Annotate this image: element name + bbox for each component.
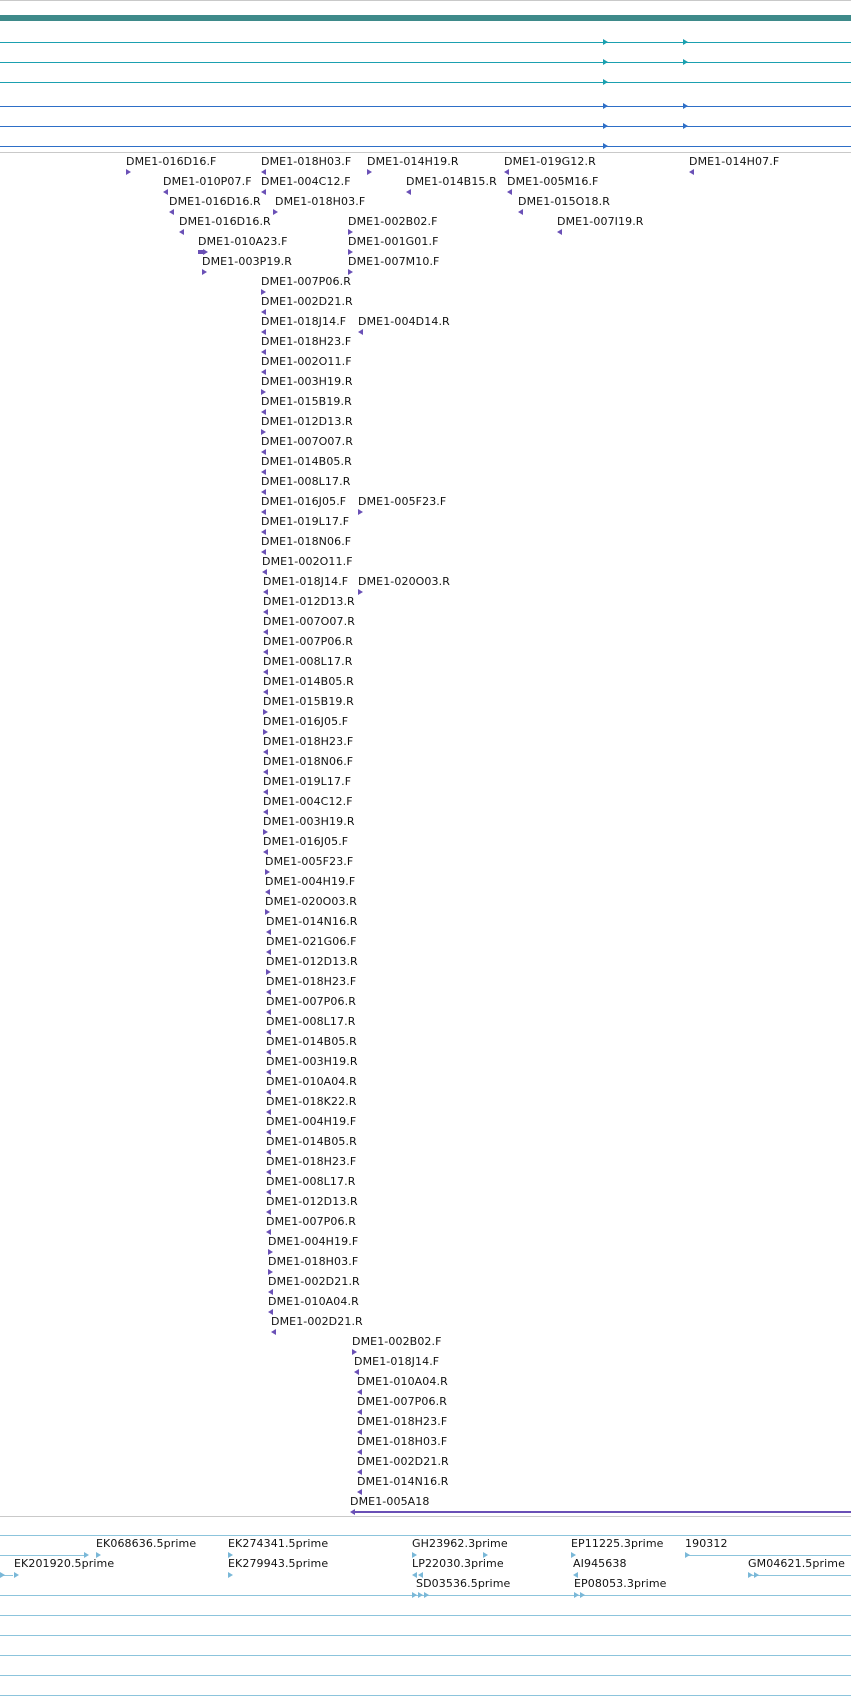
est-arrow-icon — [574, 1592, 579, 1598]
bac-end-label[interactable]: DME1-008L17.R — [261, 475, 351, 488]
bac-end-label[interactable]: DME1-002D21.R — [268, 1275, 360, 1288]
bac-end-label[interactable]: DME1-007P06.R — [263, 635, 353, 648]
bac-end-arrow-icon — [261, 189, 266, 195]
bac-end-label[interactable]: DME1-015B19.R — [261, 395, 352, 408]
bac-end-label[interactable]: DME1-002D21.R — [271, 1315, 363, 1328]
est-label[interactable]: EK201920.5prime — [14, 1557, 115, 1570]
est-label[interactable]: GH23962.3prime — [412, 1537, 508, 1550]
est-label[interactable]: EP11225.3prime — [571, 1537, 664, 1550]
bac-end-label[interactable]: DME1-014B15.R — [406, 175, 497, 188]
bac-end-label[interactable]: DME1-018H03.F — [261, 155, 352, 168]
bac-end-label[interactable]: DME1-003H19.R — [266, 1055, 358, 1068]
bac-end-arrow-icon — [689, 169, 694, 175]
bac-end-label[interactable]: DME1-016J05.F — [261, 495, 347, 508]
bac-end-label[interactable]: DME1-019G12.R — [504, 155, 596, 168]
est-arrow-icon — [228, 1572, 233, 1578]
strand-arrow-icon — [683, 123, 688, 129]
strand-arrow-icon — [603, 79, 608, 85]
bac-end-arrow-icon — [169, 209, 174, 215]
strand-arrow-icon — [603, 143, 608, 149]
bac-end-span-line[interactable] — [355, 1511, 851, 1513]
bac-end-label[interactable]: DME1-010A04.R — [268, 1295, 359, 1308]
bac-end-arrow-icon — [557, 229, 562, 235]
bac-end-label[interactable]: DME1-014N16.R — [357, 1475, 449, 1488]
bac-end-label[interactable]: DME1-007O07.R — [261, 435, 353, 448]
bac-end-label[interactable]: DME1-004H19.F — [265, 875, 356, 888]
bac-end-label[interactable]: DME1-018H23.F — [266, 1155, 357, 1168]
bac-end-label[interactable]: DME1-015B19.R — [263, 695, 354, 708]
bac-end-label[interactable]: DME1-014B05.R — [266, 1135, 357, 1148]
bac-end-label[interactable]: DME1-020O03.R — [265, 895, 357, 908]
bac-end-label[interactable]: DME1-007O07.R — [263, 615, 355, 628]
bac-end-arrow-icon — [163, 189, 168, 195]
bac-end-label[interactable]: DME1-016J05.F — [263, 835, 349, 848]
bac-end-label[interactable]: DME1-004C12.F — [261, 175, 351, 188]
transcript-line[interactable] — [0, 146, 851, 147]
bac-end-label[interactable]: DME1-016D16.R — [179, 215, 271, 228]
est-segment-line[interactable] — [0, 1595, 418, 1596]
est-arrow-icon — [748, 1572, 753, 1578]
bac-end-label[interactable]: DME1-018H23.F — [357, 1415, 448, 1428]
strand-arrow-icon — [603, 59, 608, 65]
est-label[interactable]: GM04621.5prime — [748, 1557, 845, 1570]
bac-end-label[interactable]: DME1-012D13.R — [266, 1195, 358, 1208]
bac-end-label[interactable]: DME1-014H07.F — [689, 155, 780, 168]
bac-end-arrow-icon — [202, 269, 207, 275]
bac-end-label[interactable]: DME1-018K22.R — [266, 1095, 357, 1108]
bac-end-label[interactable]: DME1-007P06.R — [266, 995, 356, 1008]
bac-end-label[interactable]: DME1-003H19.R — [261, 375, 353, 388]
bac-end-label[interactable]: DME1-002O11.F — [262, 555, 353, 568]
strand-arrow-icon — [683, 103, 688, 109]
bac-end-label[interactable]: DME1-012D13.R — [263, 595, 355, 608]
bac-end-label[interactable]: DME1-010A23.F — [198, 235, 288, 248]
est-alignment-line[interactable] — [0, 1615, 851, 1616]
track-separator — [0, 1516, 851, 1517]
bac-end-label[interactable]: DME1-014H19.R — [367, 155, 459, 168]
bac-end-label[interactable]: DME1-014B05.R — [263, 675, 354, 688]
bac-end-label[interactable]: DME1-007I19.R — [557, 215, 644, 228]
transcript-line[interactable] — [0, 126, 851, 127]
bac-end-label[interactable]: DME1-014N16.R — [266, 915, 358, 928]
top-border — [0, 0, 851, 1]
bac-end-label[interactable]: DME1-002D21.R — [261, 295, 353, 308]
est-label[interactable]: EK068636.5prime — [96, 1537, 197, 1550]
est-arrow-icon — [424, 1592, 429, 1598]
bac-end-label[interactable]: DME1-007P06.R — [266, 1215, 356, 1228]
est-arrow-icon — [0, 1572, 5, 1578]
est-alignment-line[interactable] — [0, 1535, 851, 1536]
bac-end-label[interactable]: DME1-005M16.F — [507, 175, 599, 188]
bac-end-label[interactable]: DME1-018J14.F — [354, 1355, 440, 1368]
bac-end-label[interactable]: DME1-002O11.F — [261, 355, 352, 368]
bac-end-label[interactable]: DME1-018N06.F — [261, 535, 352, 548]
bac-end-label[interactable]: DME1-004C12.F — [263, 795, 353, 808]
bac-end-label[interactable]: DME1-014B05.R — [266, 1035, 357, 1048]
bac-end-label[interactable]: DME1-005F23.F — [358, 495, 447, 508]
bac-end-arrow-icon — [273, 209, 278, 215]
bac-end-arrow-icon — [406, 189, 411, 195]
bac-end-label[interactable]: DME1-002B02.F — [352, 1335, 442, 1348]
est-label[interactable]: LP22030.3prime — [412, 1557, 504, 1570]
est-arrow-icon — [580, 1592, 585, 1598]
est-segment-line[interactable] — [688, 1555, 851, 1556]
est-label[interactable]: AI945638 — [573, 1557, 627, 1570]
est-label[interactable]: SD03536.5prime — [416, 1577, 511, 1590]
bac-end-label[interactable]: DME1-018J14.F — [261, 315, 347, 328]
bac-end-label[interactable]: DME1-019L17.F — [263, 775, 352, 788]
strand-arrow-icon — [603, 39, 608, 45]
bac-end-label[interactable]: DME1-015O18.R — [518, 195, 610, 208]
bac-end-label[interactable]: DME1-010P07.F — [163, 175, 252, 188]
bac-end-label[interactable]: DME1-018H23.F — [263, 735, 354, 748]
est-alignment-line[interactable] — [0, 1675, 851, 1676]
bac-end-arrow-icon — [367, 169, 372, 175]
est-arrow-icon — [412, 1592, 417, 1598]
est-arrow-icon — [14, 1572, 19, 1578]
bac-end-label[interactable]: DME1-008L17.R — [266, 1015, 356, 1028]
transcript-line[interactable] — [0, 62, 851, 63]
bac-end-label[interactable]: DME1-002B02.F — [348, 215, 438, 228]
bac-end-label[interactable]: DME1-016D16.F — [126, 155, 217, 168]
bac-end-label[interactable]: DME1-005A18 — [350, 1495, 430, 1508]
bac-end-label[interactable]: DME1-018H23.F — [261, 335, 352, 348]
bac-end-label[interactable]: DME1-010A04.R — [266, 1075, 357, 1088]
bac-end-label[interactable]: DME1-016D16.R — [169, 195, 261, 208]
transcript-line[interactable] — [0, 82, 851, 83]
est-segment-line[interactable] — [0, 1555, 85, 1556]
strand-arrow-icon — [603, 123, 608, 129]
bac-end-label[interactable]: DME1-003H19.R — [263, 815, 355, 828]
strand-arrow-icon — [683, 39, 688, 45]
strand-arrow-icon — [603, 103, 608, 109]
bac-end-label[interactable]: DME1-021G06.F — [266, 935, 357, 948]
est-label[interactable]: EK274341.5prime — [228, 1537, 329, 1550]
bac-end-label[interactable]: DME1-018J14.F — [263, 575, 349, 588]
est-alignment-line[interactable] — [0, 1635, 851, 1636]
bac-end-label[interactable]: DME1-001G01.F — [348, 235, 439, 248]
transcript-line[interactable] — [0, 42, 851, 43]
est-arrow-icon — [418, 1592, 423, 1598]
bac-end-arrow-icon — [126, 169, 131, 175]
bac-end-label[interactable]: DME1-018N06.F — [263, 755, 354, 768]
track-separator — [0, 152, 851, 153]
bac-end-label[interactable]: DME1-008L17.R — [263, 655, 353, 668]
bac-end-label[interactable]: DME1-019L17.F — [261, 515, 350, 528]
bac-end-arrow-icon — [358, 589, 363, 595]
bac-end-label[interactable]: DME1-007M10.F — [348, 255, 440, 268]
bac-end-label[interactable]: DME1-018H03.F — [268, 1255, 359, 1268]
bac-end-label[interactable]: DME1-018H03.F — [357, 1435, 448, 1448]
bac-end-label[interactable]: DME1-002D21.R — [357, 1455, 449, 1468]
bac-end-arrow-icon — [179, 229, 184, 235]
bac-end-label[interactable]: DME1-012D13.R — [261, 415, 353, 428]
scale-ruler-bar — [0, 15, 851, 21]
bac-end-arrow-icon — [358, 329, 363, 335]
bac-end-label[interactable]: DME1-010A04.R — [357, 1375, 448, 1388]
bac-end-label[interactable]: DME1-012D13.R — [266, 955, 358, 968]
bac-end-label[interactable]: DME1-004H19.F — [268, 1235, 359, 1248]
bac-end-label[interactable]: DME1-020O03.R — [358, 575, 450, 588]
bac-end-label[interactable]: DME1-007P06.R — [357, 1395, 447, 1408]
bac-end-label[interactable]: DME1-004H19.F — [266, 1115, 357, 1128]
est-alignment-line[interactable] — [0, 1655, 851, 1656]
bac-end-arrow-icon — [507, 189, 512, 195]
bac-end-label[interactable]: DME1-014B05.R — [261, 455, 352, 468]
bac-end-label[interactable]: DME1-016J05.F — [263, 715, 349, 728]
est-alignment-line[interactable] — [0, 1695, 851, 1696]
est-label[interactable]: 190312 — [685, 1537, 728, 1550]
est-arrow-icon — [685, 1552, 690, 1558]
bac-end-arrow-icon — [271, 1329, 276, 1335]
bac-end-arrow-icon — [518, 209, 523, 215]
bac-end-arrow-icon — [358, 509, 363, 515]
est-label[interactable]: EK279943.5prime — [228, 1557, 329, 1570]
bac-end-label[interactable]: DME1-003P19.R — [202, 255, 292, 268]
bac-end-label[interactable]: DME1-018H23.F — [266, 975, 357, 988]
est-segment-line[interactable] — [752, 1575, 851, 1576]
strand-arrow-icon — [683, 59, 688, 65]
transcript-line[interactable] — [0, 106, 851, 107]
est-label[interactable]: EP08053.3prime — [574, 1577, 667, 1590]
est-arrow-icon — [754, 1572, 759, 1578]
bac-end-label[interactable]: DME1-007P06.R — [261, 275, 351, 288]
bac-end-label[interactable]: DME1-008L17.R — [266, 1175, 356, 1188]
bac-end-label[interactable]: DME1-004D14.R — [358, 315, 450, 328]
bac-end-label[interactable]: DME1-018H03.F — [275, 195, 366, 208]
bac-end-label[interactable]: DME1-005F23.F — [265, 855, 354, 868]
